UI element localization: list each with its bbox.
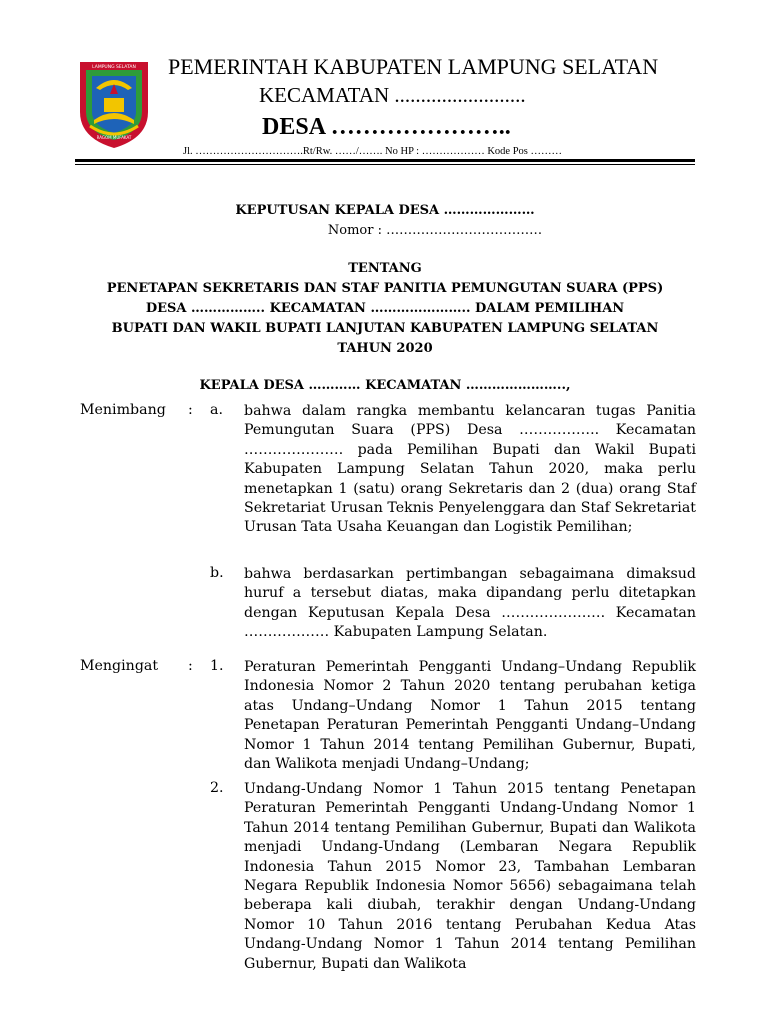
subject-line-2: DESA …………….. KECAMATAN ………………….. DALAM PEMILIHAN (145, 301, 625, 316)
decree-title: KEPUTUSAN KEPALA DESA ………………… (235, 203, 535, 218)
letterhead-divider-thick (75, 159, 695, 162)
letterhead-divider-thin (75, 164, 695, 165)
mengingat-label: Mengingat (80, 658, 159, 674)
subject-line-1: PENETAPAN SEKRETARIS DAN STAF PANITIA PEMUNGUTAN SUARA (PPS) (106, 281, 664, 296)
mengingat-item-1: Peraturan Pemerintah Pengganti Undang–Undang Republik Indonesia Nomor 2 Tahun 2020 tentang perubahan ketiga atas Undang–Undang Nomor 1 Tahun 2015 tentang Penetapan Peraturan Pemerintah Pengganti Undang–Undang Nomor 1 Tahun 2014 tentang Pemilihan Gubernur, Bupati, dan Walikota menjadi Undang–Undang; (244, 659, 696, 773)
signatory-heading: KEPALA DESA ………… KECAMATAN ………………….., (199, 378, 571, 393)
regency-emblem-logo (74, 58, 154, 150)
menimbang-marker-a: a. (210, 402, 223, 418)
subject-line-3: BUPATI DAN WAKIL BUPATI LANJUTAN KABUPATEN LAMPUNG SELATAN (111, 321, 659, 336)
district-name: KECAMATAN ......................... (259, 83, 526, 107)
svg-text:LAMPUNG SELATAN: LAMPUNG SELATAN (92, 65, 136, 70)
subject-line-4: TAHUN 2020 (337, 341, 433, 356)
mengingat-item-2: Undang-Undang Nomor 1 Tahun 2015 tentang Penetapan Peraturan Pemerintah Pengganti Undang-Undang Nomor 1 Tahun 2014 tentang Pemilihan Gubernur, Bupati dan Walikota menjadi Undang-Undang (Lembaran Negara Republik Indonesia Tahun 2015 Nomor 23, Tambahan Lembaran Negara Republik Indonesia Nomor 5656) sebagaimana telah beberapa kali diubah, terakhir dengan Undang-Undang Nomor 10 Tahun 2016 tentang Perubahan Kedua Atas Undang-Undang Nomor 1 Tahun 2014 tentang Pemilihan Gubernur, Bupati dan Walikota (244, 781, 696, 972)
decree-number: Nomor : ……………………………… (327, 223, 543, 238)
menimbang-item-a: bahwa dalam rangka membantu kelancaran tugas Panitia Pemungutan Suara (PPS) Desa …………….. Kecamatan ………………… pada Pemilihan Bupati dan Wakil Bupati Kabupaten Lampung Selatan Tahun 2020, maka perlu menetapkan 1 (satu) orang Sekretaris dan 2 (dua) orang Staf Sekretariat Urusan Teknis Penyelenggara dan Staf Sekretariat Urusan Tata Usaha Keuangan dan Logistik Pemilihan; (244, 403, 696, 536)
svg-text:RAGOM MUFAKAT: RAGOM MUFAKAT (96, 135, 132, 140)
menimbang-colon: : (188, 402, 193, 418)
government-name: PEMERINTAH KABUPATEN LAMPUNG SELATAN (168, 54, 659, 79)
mengingat-colon: : (188, 658, 193, 674)
address-line: Jl. ………………………….Rt/Rw. ……/……. No HP : ……………… Kode Pos ……… (183, 146, 562, 157)
mengingat-marker-2: 2. (210, 780, 224, 796)
village-name: DESA ………………….. (262, 114, 511, 140)
about-heading: TENTANG (348, 261, 422, 276)
mengingat-marker-1: 1. (210, 658, 224, 674)
menimbang-label: Menimbang (80, 402, 166, 418)
menimbang-item-b: bahwa berdasarkan pertimbangan sebagaimana dimaksud huruf a tersebut diatas, maka dipandang perlu ditetapkan dengan Keputusan Kepala Desa …………………. Kecamatan ……………… Kabupaten Lampung Selatan. (244, 566, 696, 641)
menimbang-marker-b: b. (210, 565, 224, 581)
